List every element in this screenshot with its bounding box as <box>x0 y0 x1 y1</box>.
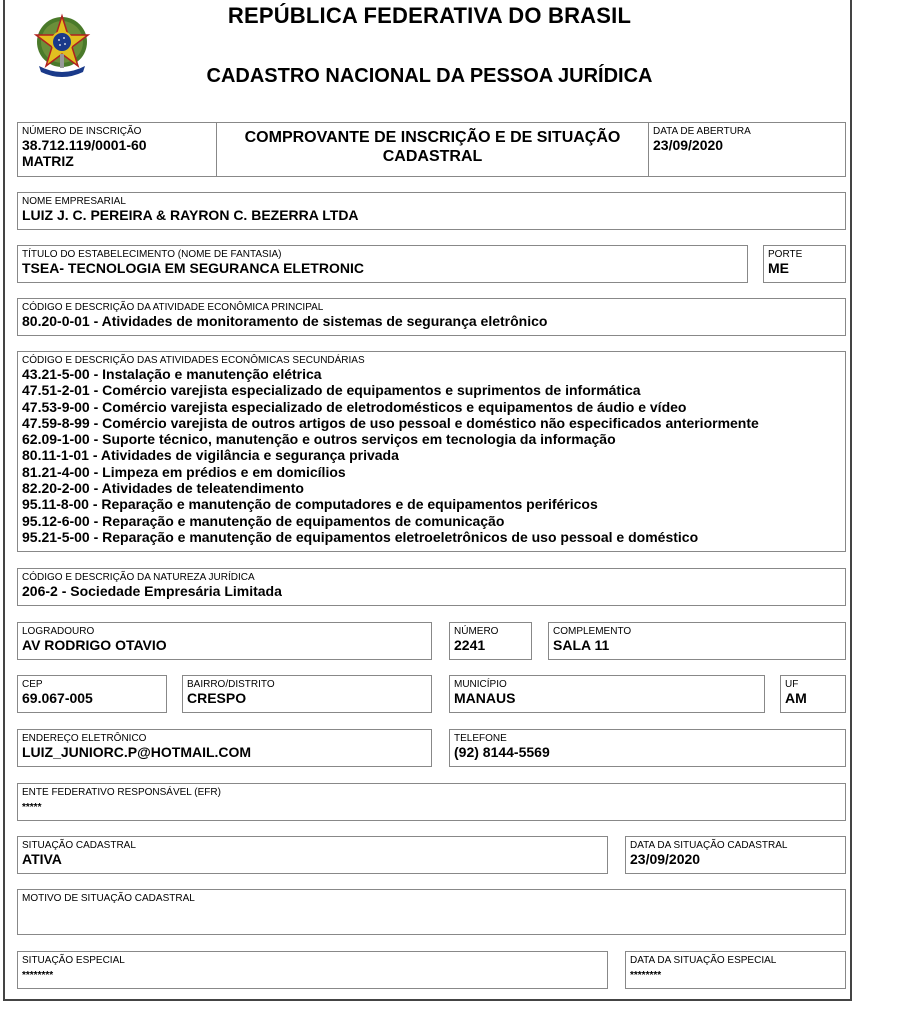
email-box <box>17 729 432 767</box>
data-situacao-cadastral-box <box>625 836 846 874</box>
list-item: 47.51-2-01 - Comércio varejista especializado de equipamentos e suprimentos de informática <box>22 382 641 399</box>
natureza-juridica-label: CÓDIGO E DESCRIÇÃO DA NATUREZA JURÍDICA <box>22 572 255 583</box>
comprovante-title-line2: CADASTRAL <box>382 148 483 165</box>
cnpj-document <box>3 0 852 1001</box>
abertura-box <box>648 122 846 177</box>
municipio-box <box>449 675 765 713</box>
nome-fantasia-box <box>17 245 748 283</box>
list-item: 95.11-8-00 - Reparação e manutenção de computadores e de equipamentos periféricos <box>22 496 598 513</box>
uf-label: UF <box>785 679 799 690</box>
complemento-label: COMPLEMENTO <box>553 626 632 637</box>
list-item: 81.21-4-00 - Limpeza em prédios e em domicílios <box>22 463 346 480</box>
situacao-especial-value: ******** <box>22 970 54 981</box>
list-item: 82.20-2-00 - Atividades de teleatendimento <box>22 480 304 497</box>
atividades-secundarias-list <box>22 366 759 545</box>
data-situacao-cadastral-value: 23/09/2020 <box>630 851 701 867</box>
uf-value: AM <box>785 690 807 706</box>
comprovante-title-line1: COMPROVANTE DE INSCRIÇÃO E DE SITUAÇÃO <box>244 129 621 146</box>
atividades-secundarias-label: CÓDIGO E DESCRIÇÃO DAS ATIVIDADES ECONÔMICAS SECUNDÁRIAS <box>22 355 365 366</box>
motivo-situacao-label: MOTIVO DE SITUAÇÃO CADASTRAL <box>22 893 195 904</box>
page-title: REPÚBLICA FEDERATIVA DO BRASIL <box>227 3 632 28</box>
situacao-especial-box <box>17 951 608 989</box>
inscricao-tipo: MATRIZ <box>22 153 74 169</box>
situacao-especial-label: SITUAÇÃO ESPECIAL <box>22 955 125 966</box>
complemento-box <box>548 622 846 660</box>
logradouro-box <box>17 622 432 660</box>
atividade-principal-value: 80.20-0-01 - Atividades de monitoramento de sistemas de segurança eletrônico <box>22 313 548 329</box>
data-situacao-especial-box <box>625 951 846 989</box>
nome-empresarial-label: NOME EMPRESARIAL <box>22 196 126 207</box>
municipio-label: MUNICÍPIO <box>454 679 507 690</box>
bairro-value: CRESPO <box>187 690 247 706</box>
inscricao-box <box>17 122 217 177</box>
data-situacao-especial-value: ******** <box>630 970 662 981</box>
complemento-value: SALA 11 <box>553 637 610 653</box>
list-item: 62.09-1-00 - Suporte técnico, manutenção e outros serviços em tecnologia da informação <box>22 431 616 448</box>
bairro-label: BAIRRO/DISTRITO <box>187 679 275 690</box>
atividade-principal-label: CÓDIGO E DESCRIÇÃO DA ATIVIDADE ECONÔMICA PRINCIPAL <box>22 302 324 313</box>
list-item: 95.12-6-00 - Reparação e manutenção de equipamentos de comunicação <box>22 512 505 529</box>
email-label: ENDEREÇO ELETRÔNICO <box>22 733 147 744</box>
cep-label: CEP <box>22 679 43 690</box>
efr-value: ***** <box>22 802 42 813</box>
motivo-situacao-box <box>17 889 846 935</box>
cep-box <box>17 675 167 713</box>
list-item: 80.11-1-01 - Atividades de vigilância e segurança privada <box>22 447 399 464</box>
telefone-value: (92) 8144-5569 <box>454 744 550 760</box>
numero-value: 2241 <box>454 637 486 653</box>
uf-box <box>780 675 846 713</box>
list-item: 47.53-9-00 - Comércio varejista especializado de eletrodomésticos e equipamentos de áudio e vídeo <box>22 398 687 415</box>
efr-label: ENTE FEDERATIVO RESPONSÁVEL (EFR) <box>22 787 221 798</box>
list-item: 95.21-5-00 - Reparação e manutenção de equipamentos eletroeletrônicos de uso pessoal e doméstico <box>22 528 699 545</box>
situacao-cadastral-value: ATIVA <box>22 851 62 867</box>
inscricao-label: NÚMERO DE INSCRIÇÃO <box>22 126 142 137</box>
page-subtitle: CADASTRO NACIONAL DA PESSOA JURÍDICA <box>206 65 653 87</box>
bairro-box <box>182 675 432 713</box>
comprovante-box <box>216 122 649 177</box>
porte-label: PORTE <box>768 249 803 260</box>
inscricao-value: 38.712.119/0001-60 <box>22 137 147 153</box>
natureza-juridica-value: 206-2 - Sociedade Empresária Limitada <box>22 583 282 599</box>
logradouro-label: LOGRADOURO <box>22 626 95 637</box>
porte-box <box>763 245 846 283</box>
abertura-label: DATA DE ABERTURA <box>653 126 751 137</box>
telefone-box <box>449 729 846 767</box>
email-value: LUIZ_JUNIORC.P@HOTMAIL.COM <box>22 744 252 760</box>
numero-label: NÚMERO <box>454 626 499 637</box>
list-item: 43.21-5-00 - Instalação e manutenção elétrica <box>22 366 322 382</box>
logradouro-value: AV RODRIGO OTAVIO <box>22 637 167 653</box>
municipio-value: MANAUS <box>454 690 516 706</box>
data-situacao-cadastral-label: DATA DA SITUAÇÃO CADASTRAL <box>630 840 788 851</box>
situacao-cadastral-label: SITUAÇÃO CADASTRAL <box>22 840 136 851</box>
atividade-principal-box <box>17 298 846 336</box>
nome-fantasia-label: TÍTULO DO ESTABELECIMENTO (NOME DE FANTASIA) <box>22 249 282 260</box>
nome-empresarial-value: LUIZ J. C. PEREIRA & RAYRON C. BEZERRA LTDA <box>22 207 359 223</box>
efr-box <box>17 783 846 821</box>
atividades-secundarias-box <box>17 351 846 552</box>
telefone-label: TELEFONE <box>454 733 507 744</box>
natureza-juridica-box <box>17 568 846 606</box>
situacao-cadastral-box <box>17 836 608 874</box>
numero-box <box>449 622 532 660</box>
abertura-value: 23/09/2020 <box>653 137 724 153</box>
nome-empresarial-box <box>17 192 846 230</box>
list-item: 47.59-8-99 - Comércio varejista de outros artigos de uso pessoal e doméstico não especificados anteriormente <box>22 414 759 431</box>
porte-value: ME <box>768 260 789 276</box>
cep-value: 69.067-005 <box>22 690 93 706</box>
nome-fantasia-value: TSEA- TECNOLOGIA EM SEGURANCA ELETRONIC <box>22 260 364 276</box>
data-situacao-especial-label: DATA DA SITUAÇÃO ESPECIAL <box>630 955 777 966</box>
